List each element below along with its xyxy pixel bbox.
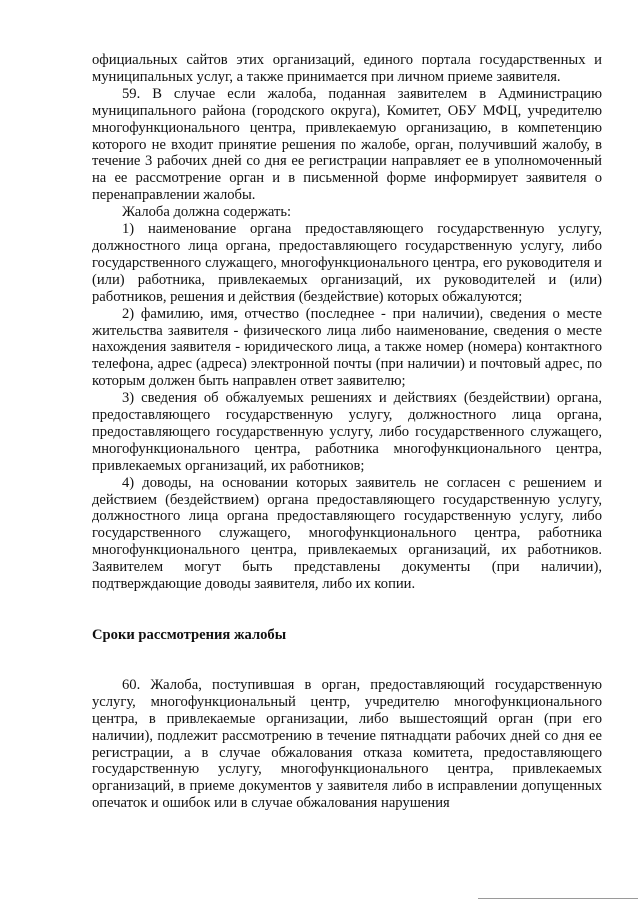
page-bottom-rule bbox=[478, 898, 638, 899]
paragraph-continuation: официальных сайтов этих организаций, единого портала государственных и муниципальных услуг, а также принимается при личном приеме заявителя. bbox=[92, 52, 602, 85]
section-heading: Сроки рассмотрения жалобы bbox=[92, 627, 287, 643]
document-page bbox=[92, 52, 602, 812]
list-item-4: 4) доводы, на основании которых заявитель не согласен с решением и действием (бездействием) органа предоставляющего государственную услугу, должностного лица органа предоставляющего государственную услугу, либо государственного служащего, многофункционального центра, работника многофункционального центра, привлекаемых организаций, их работников. Заявителем могут быть представлены документы (при наличии), подтверждающие доводы заявителя, либо их копии. bbox=[92, 474, 602, 593]
list-item-2: 2) фамилию, имя, отчество (последнее - при наличии), сведения о месте жительства заявителя - физического лица либо наименование, сведения о месте нахождения заявителя - юридического лица, а также номер (номера) контактного телефона, адрес (адреса) электронной почты (при наличии) и почтовый адрес, по которым должен быть направлен ответ заявителю; bbox=[92, 305, 602, 390]
list-item-3: 3) сведения об обжалуемых решениях и действиях (бездействии) органа, предоставляющего государственную услугу, должностного лица органа, предоставляющего государственную услугу, либо государственного служащего, многофункционального центра, работника многофункционального центра, привлекаемых организаций, их работников; bbox=[92, 390, 602, 474]
list-item-1: 1) наименование органа предоставляющего государственную услугу, должностного лица органа, предоставляющего государственную услугу, либо государственного служащего, многофункционального центра, его руководителя и (или) работника, привлекаемых организаций, их руководителей и (или) работников, решения и действия (бездействие) которых обжалуются; bbox=[92, 221, 602, 305]
paragraph-59: 59. В случае если жалоба, поданная заявителем в Администрацию муниципального района (городского округа), Комитет, ОБУ МФЦ, учредителю многофункционального центра, привлекаемую организацию, в компетенцию которого не входит принятие решения по жалобе, орган, получивший жалобу, в течение 3 рабочих дней со дня ее регистрации направляет ее в уполномоченный на ее рассмотрение орган и в письменной форме информирует заявителя о перенаправлении жалобы. bbox=[92, 85, 602, 204]
paragraph-60: 60. Жалоба, поступившая в орган, предоставляющий государственную услугу, многофункциональный центр, учредителю многофункционального центра, в привлекаемые организации, либо вышестоящий орган (при его наличии), подлежит рассмотрению в течение пятнадцати рабочих дней со дня ее регистрации, а в случае обжалования отказа комитета, предоставляющего государственную услугу, многофункционального центра, привлекаемых организаций, в приеме документов у заявителя либо в исправлении допущенных опечаток и ошибок или в случае обжалования нарушения bbox=[92, 676, 602, 812]
paragraph-complaint-contents-intro: Жалоба должна содержать: bbox=[122, 204, 292, 221]
